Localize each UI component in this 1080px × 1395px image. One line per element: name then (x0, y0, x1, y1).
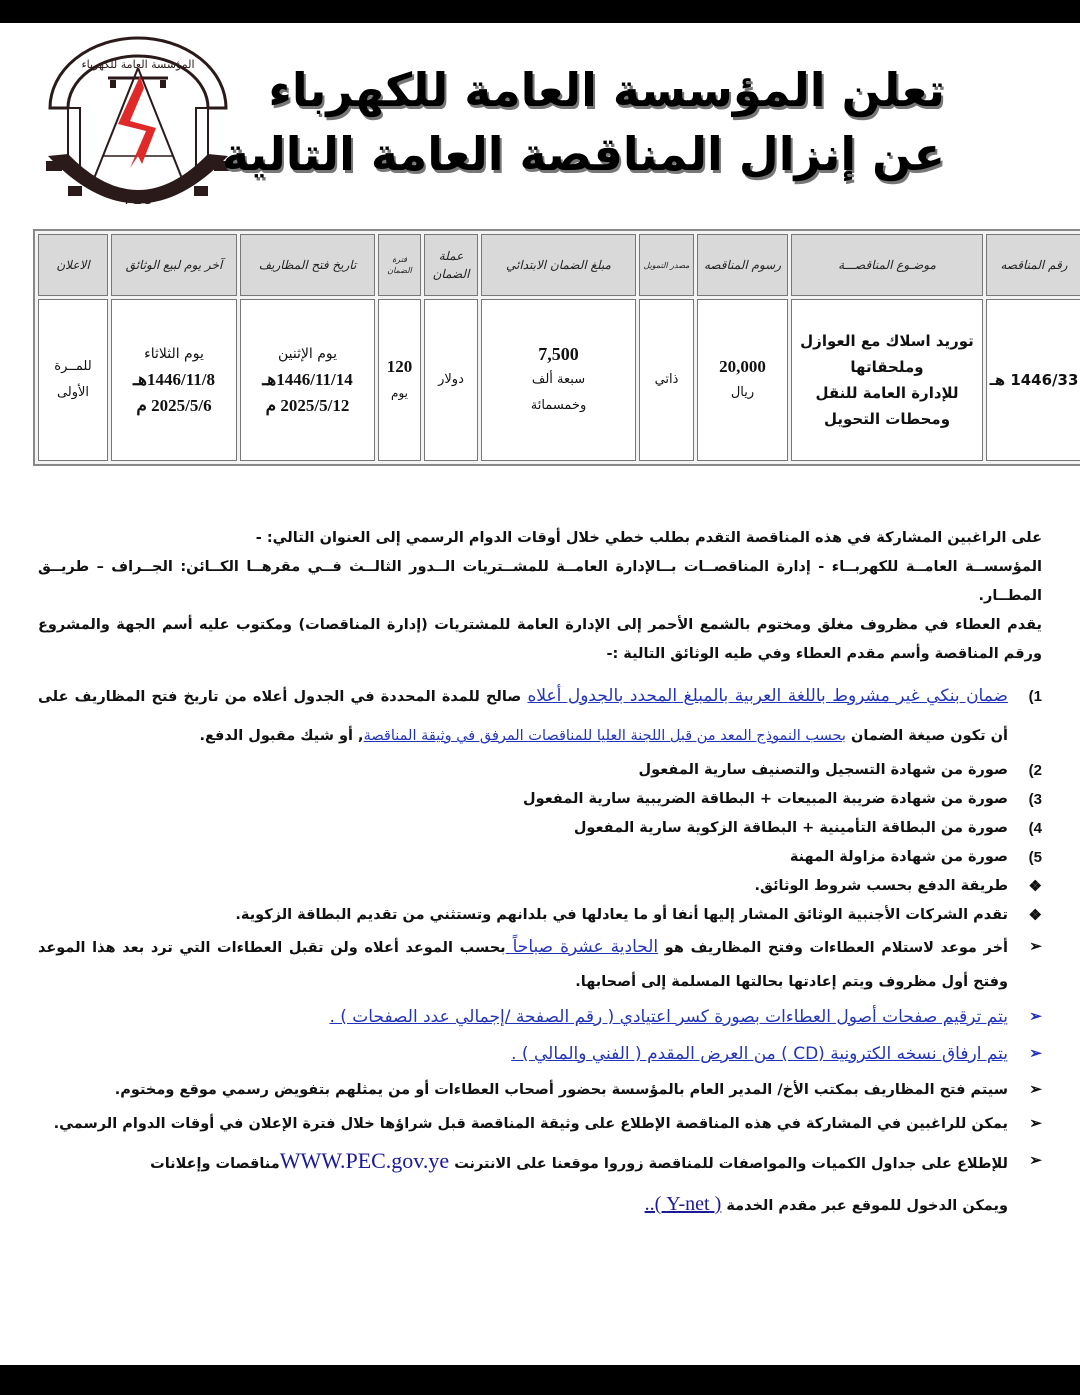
header-last-sale-day: آخر يوم لبيع الوثائق (111, 234, 237, 296)
cd-item (38, 1036, 1042, 1073)
intro-paragraph-1: على الراغبين المشاركة في هذه المناقصة التقدم بطلب خطي خلال أوقات الدوام الرسمي إلى العنوان التالي: - (255, 530, 1042, 546)
header-subject: موضـوع المناقصـــة (791, 234, 983, 296)
diamond-bullet-item (38, 901, 1042, 930)
title-line-2: عن إنزال المناقصة العامة التالية (221, 127, 945, 181)
announcement-line: للمــرة (54, 359, 92, 374)
arrow-bullet-icon: ➢ (1029, 1045, 1042, 1062)
guarantee-period-unit: يوم (391, 386, 408, 400)
arrow-bullet-icon: ➢ (1029, 1008, 1042, 1025)
header-opening-date: تاريخ فتح المظاريف (240, 234, 375, 296)
sale-day: يوم الثلاثاء (144, 346, 204, 362)
document-item (38, 785, 1042, 814)
cell-opening-date (240, 299, 375, 461)
cell-guarantee-period (378, 299, 421, 461)
item1-text-2: , أو شيك مقبول الدفع. (199, 728, 364, 744)
subject-line: وملحقاتها (850, 358, 924, 376)
numbering-item (38, 999, 1042, 1036)
header-guarantee-amount: مبلغ الضمان الابتدائي (481, 234, 636, 296)
header-guarantee-period: فترة الضمان (378, 234, 421, 296)
deadline-item (38, 930, 1042, 999)
opening-item (38, 1073, 1042, 1107)
review-item (38, 1107, 1042, 1141)
cell-funding (639, 299, 694, 461)
cell-guarantee-currency (424, 299, 478, 461)
logo-abbr: PEC (124, 192, 152, 208)
tender-table (33, 229, 1080, 466)
document-item-1 (38, 677, 1042, 756)
subject-line: للإدارة العامة للنقل (815, 384, 959, 402)
guarantee-words: وخمسمائة (530, 398, 587, 413)
top-black-bar (0, 0, 1080, 23)
provider-link[interactable]: ( Y-net ).. (644, 1193, 722, 1215)
cell-guarantee-amount (481, 299, 636, 461)
sale-hijri: 1446/11/8هـ (133, 370, 215, 389)
intro-paragraph-3: يقدم العطاء في مظروف مغلق ومختوم بالشمع الأحمر إلى الإدارة العامة للمشتريات (إدارة المناقصات) ومكتوب عليه أسم الجهة والمشروع ورقم المناقصة وأسم مقدم العطاء وفي طيه الوثائق التالية :- (38, 617, 1042, 662)
intro-paragraph-2: المؤسســة العامــة للكهربــاء - إدارة المناقصــات بــالإدارة العامــة للمشــتريات الــدور الثالــث فــي مقرهــا الكــائن: الجــراف – طريــق المطــار. (38, 559, 1042, 604)
deadline-text-1: أخر موعد لاستلام العطاءات وفتح المظاريف هو (658, 940, 1008, 956)
cell-announcement (38, 299, 108, 461)
website-text-1: للإطلاع على جداول الكميات والمواصفات للمناقصة زوروا موقعنا على الانترنت (449, 1156, 1008, 1172)
logo-arc-text: المؤسسة العامة للكهرباء (81, 58, 195, 71)
item-marker: 4) (1028, 820, 1042, 837)
document-item (38, 843, 1042, 872)
sale-greg: 2025/5/6 م (136, 396, 212, 415)
arrow-bullet-icon: ➢ (1029, 1152, 1042, 1169)
guarantee-form-link[interactable]: بحسب النموذج المعد من قبل اللجنة العليا للمناقصات المرفق في وثيقة المناقصة (363, 728, 846, 744)
website-url-link[interactable]: WWW.PEC.gov.ye (279, 1148, 450, 1173)
title-line-1: تعلن المؤسسة العامة للكهرباء (268, 63, 945, 117)
website-text-2: مناقصات وإعلانات (150, 1156, 280, 1172)
guarantee-amount: 7,500 (538, 344, 579, 364)
deadline-text-2: بحسب الموعد أعلاه ولن تقبل العطاءات التي ترد بعد هذا الموعد وفتح أول مظروف ويتم إعادتها بحالتها المسلمة إلى أصحابها. (38, 940, 1008, 990)
cell-last-sale-day (111, 299, 237, 461)
item-marker: 1) (1028, 688, 1042, 705)
item-marker: 3) (1028, 791, 1042, 808)
announcement-title (221, 58, 945, 186)
cell-tender-no (986, 299, 1080, 461)
cell-fees (697, 299, 788, 461)
bullet-text: تقدم الشركات الأجنبية الوثائق المشار إليها أنفا أو ما يعادلها في بلدانهم وتستثني من تقديم البطاقة الزكوية. (235, 907, 1008, 923)
opening-greg: 2025/5/12 م (265, 396, 350, 415)
item-marker: 2) (1028, 762, 1042, 779)
table-row (38, 299, 1080, 461)
bottom-black-bar (0, 1365, 1080, 1395)
guarantee-period-num: 120 (386, 357, 413, 376)
item1-text-1: صالح للمدة المحددة في الجدول أعلاه من تاريخ فتح المظاريف على أن تكون صيغة الضمان (38, 689, 1008, 744)
item-marker: 5) (1028, 849, 1042, 866)
item-text: صورة من شهادة مزاولة المهنة (789, 849, 1008, 865)
subject-line: توريد اسلاك مع العوازل (800, 332, 974, 350)
item-text: صورة من شهادة ضريبة المبيعات + البطاقة الضريبية سارية المفعول (523, 791, 1008, 807)
header-guarantee-currency: عملة الضمان (424, 234, 478, 296)
header-announcement: الاعلان (38, 234, 108, 296)
diamond-bullet-icon: ❖ (1028, 907, 1042, 924)
announcement-line: الأولى (56, 385, 90, 400)
item-text: صورة من شهادة التسجيل والتصنيف سارية المفعول (638, 762, 1008, 778)
header-tender-no: رقم المناقصه (986, 234, 1080, 296)
cell-subject (791, 299, 983, 461)
deadline-time-link[interactable]: الحادية عشرة صباحاً (505, 937, 659, 957)
pec-logo-icon (38, 36, 238, 214)
arrow-bullet-icon: ➢ (1029, 938, 1042, 955)
fees-amount: 20,000 (719, 357, 766, 376)
guarantee-currency: دولار (438, 372, 464, 387)
numbering-link[interactable]: يتم ترقيم صفحات أصول العطاءات بصورة كسر اعتيادي ( رقم الصفحة /إجمالي عدد الصفحات ) . (329, 1007, 1008, 1027)
opening-hijri: 1446/11/14هـ (262, 370, 353, 389)
website-text-3: ويمكن الدخول للموقع عبر مقدم الخدمة (721, 1198, 1008, 1214)
diamond-bullet-item (38, 872, 1042, 901)
opening-text: سيتم فتح المظاريف بمكتب الأخ/ المدير العام بالمؤسسة بحضور أصحاب العطاءات أو من يمثلهم بتفويض رسمي موقع ومختوم. (114, 1082, 1008, 1098)
subject-line: ومحطات التحويل (823, 410, 951, 428)
bullet-text: طريقة الدفع بحسب شروط الوثائق. (754, 878, 1008, 894)
document-item (38, 814, 1042, 843)
announcement-body (38, 524, 1042, 1226)
guarantee-words: سبعة ألف (531, 372, 586, 387)
header-fees: رسوم المناقصه (697, 234, 788, 296)
cd-link[interactable]: يتم ارفاق نسخه الكترونية (CD ) من العرض المقدم ( الفني والمالي ) . (511, 1044, 1008, 1064)
opening-day: يوم الإثنين (277, 346, 338, 362)
fees-currency: ريال (730, 385, 755, 400)
arrow-bullet-icon: ➢ (1029, 1115, 1042, 1132)
website-item (38, 1141, 1042, 1226)
tender-no: 1446/33 هـ (989, 371, 1079, 389)
diamond-bullet-icon: ❖ (1028, 878, 1042, 895)
header-funding: مصدر التمويل (639, 234, 694, 296)
review-text: يمكن للراغبين في المشاركة في هذه المناقصة الإطلاع على وثيقة المناقصة قبل شراؤها خلال فترة الإعلان في أوقات الدوام الرسمي. (53, 1116, 1008, 1132)
document-item (38, 756, 1042, 785)
table-header-row (38, 234, 1080, 296)
pec-logo (38, 36, 238, 214)
arrow-bullet-icon: ➢ (1029, 1081, 1042, 1098)
item-text: صورة من البطاقة التأمينية + البطاقة الزكوية سارية المفعول (573, 820, 1008, 836)
funding: ذاتي (654, 372, 679, 387)
bank-guarantee-link[interactable]: ضمان بنكي غير مشروط باللغة العربية بالمبلغ المحدد بالجدول أعلاه (527, 686, 1008, 706)
